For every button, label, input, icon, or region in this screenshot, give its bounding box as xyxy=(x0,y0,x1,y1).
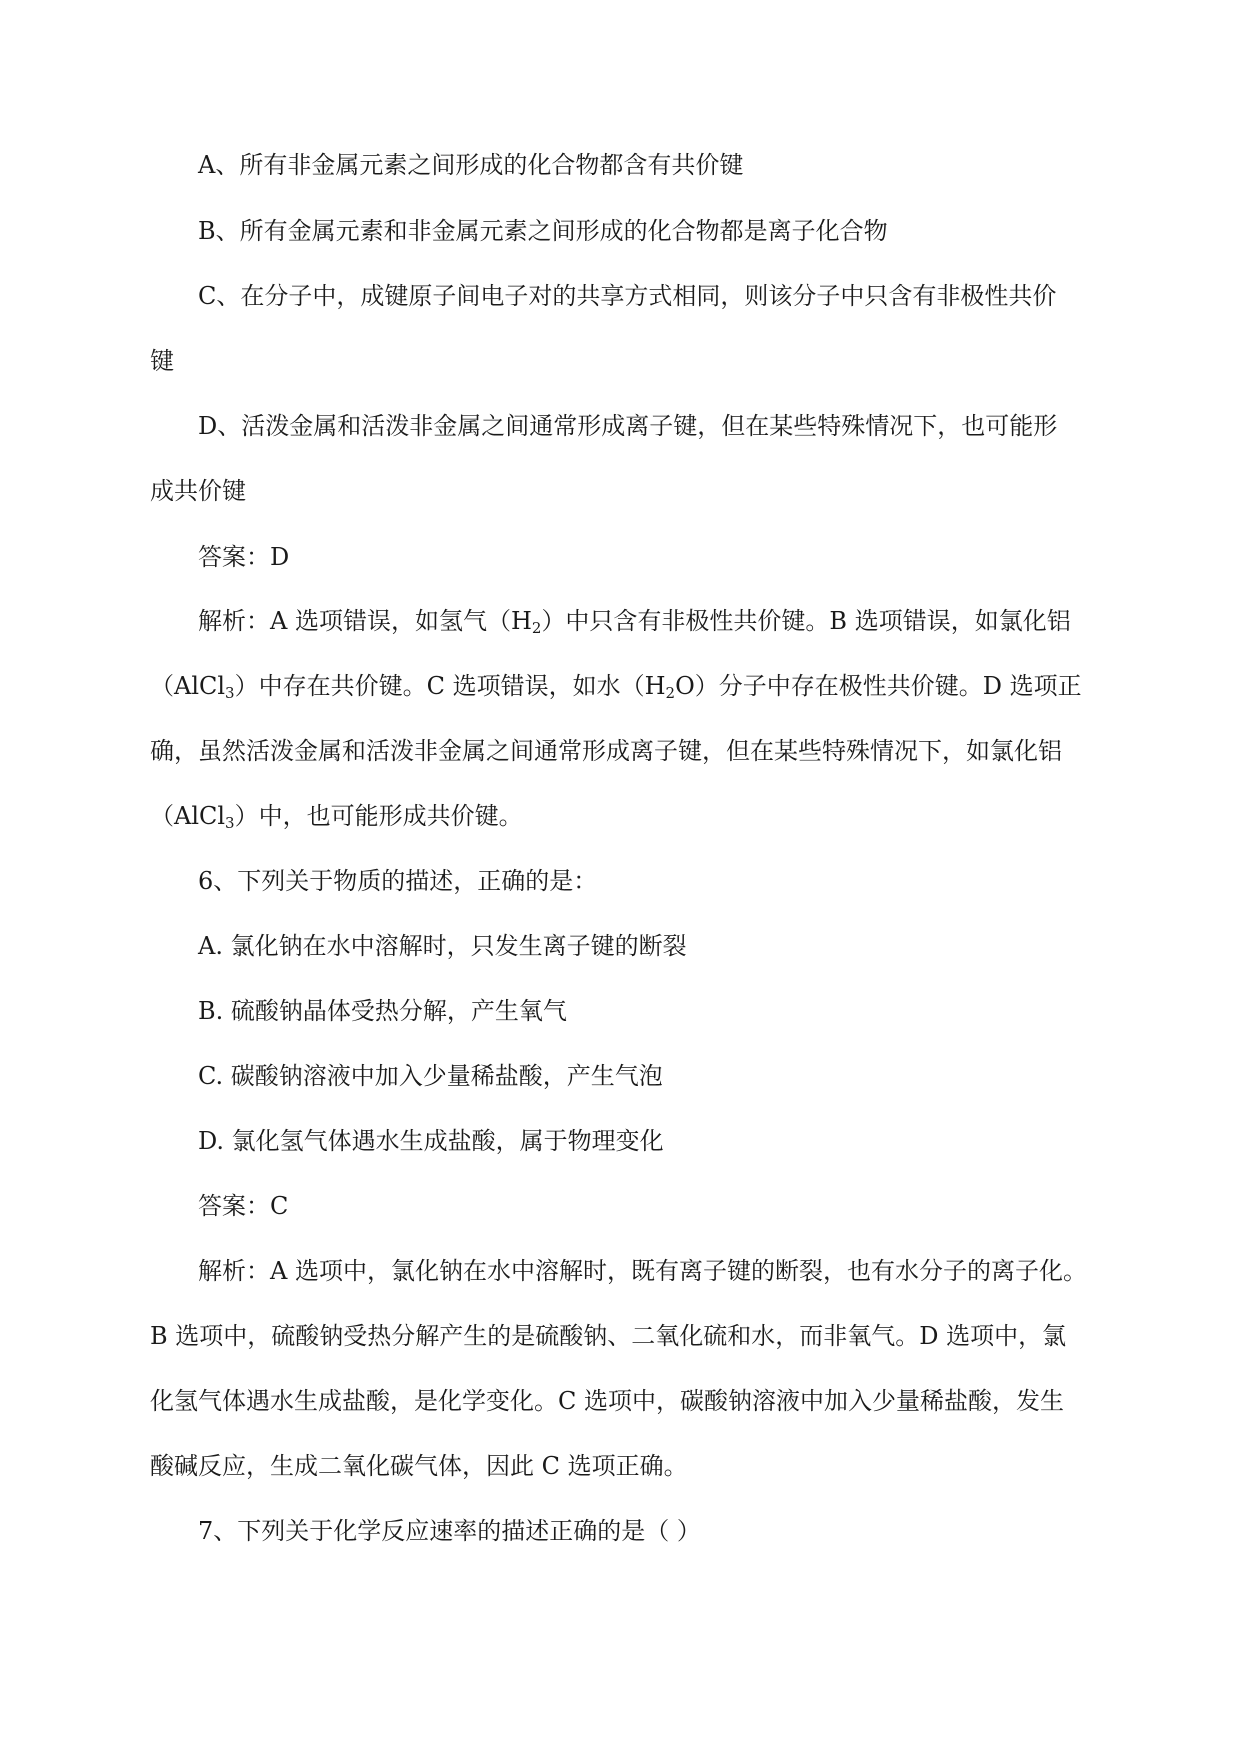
q5-option-b: B、所有金属元素和非金属元素之间形成的化合物都是离子化合物 xyxy=(198,217,888,245)
q6-option-c: C. 碳酸钠溶液中加入少量稀盐酸，产生气泡 xyxy=(198,1062,663,1090)
q5-option-d-line2: 成共价键 xyxy=(150,477,246,505)
q6-option-a: A. 氯化钠在水中溶解时，只发生离子键的断裂 xyxy=(198,932,687,960)
q5-analysis-text: ）中存在共价键。C 选项错误，如水（H xyxy=(234,672,666,700)
subscript: 2 xyxy=(665,684,676,702)
q5-analysis-line4 xyxy=(150,801,523,831)
q6-analysis-line1: 解析：A 选项中，氯化钠在水中溶解时，既有离子键的断裂，也有水分子的离子化。 xyxy=(198,1257,1087,1285)
q6-analysis-line3: 化氢气体遇水生成盐酸，是化学变化。C 选项中，碳酸钠溶液中加入少量稀盐酸，发生 xyxy=(150,1387,1064,1415)
q6-analysis-line4: 酸碱反应，生成二氧化碳气体，因此 C 选项正确。 xyxy=(150,1452,688,1480)
q6-option-d: D. 氯化氢气体遇水生成盐酸，属于物理变化 xyxy=(198,1127,664,1155)
q5-analysis-text: 解析：A 选项错误，如氢气（H xyxy=(198,607,532,635)
q5-analysis-text: O）分子中存在极性共价键。D 选项正 xyxy=(675,672,1082,700)
q6-question: 6、下列关于物质的描述，正确的是： xyxy=(198,867,598,895)
q5-option-a: A、所有非金属元素之间形成的化合物都含有共价键 xyxy=(198,151,744,179)
subscript: 2 xyxy=(531,619,542,637)
q5-analysis-line3: 确，虽然活泼金属和活泼非金属之间通常形成离子键，但在某些特殊情况下，如氯化铝 xyxy=(150,737,1062,765)
q5-analysis-text: （AlCl xyxy=(150,802,226,830)
subscript: 3 xyxy=(225,814,235,832)
q6-option-b: B. 硫酸钠晶体受热分解，产生氧气 xyxy=(198,997,567,1025)
q6-analysis-line2: B 选项中，硫酸钠受热分解产生的是硫酸钠、二氧化硫和水，而非氧气。D 选项中，氯 xyxy=(150,1322,1067,1350)
q5-option-c-line1: C、在分子中，成键原子间电子对的共享方式相同，则该分子中只含有非极性共价 xyxy=(198,282,1057,310)
q5-answer: 答案：D xyxy=(198,543,290,571)
q5-option-c-line2: 键 xyxy=(150,347,174,375)
q5-analysis-line2 xyxy=(150,671,1082,701)
q5-analysis-text: ）中只含有非极性共价键。B 选项错误，如氯化铝 xyxy=(541,607,1071,635)
subscript: 3 xyxy=(225,684,235,702)
q7-question: 7、下列关于化学反应速率的描述正确的是（ ） xyxy=(198,1517,701,1545)
q5-analysis-line1 xyxy=(198,606,1071,636)
q5-analysis-text: （AlCl xyxy=(150,672,226,700)
q6-answer: 答案：C xyxy=(198,1192,289,1220)
q5-analysis-text: ）中，也可能形成共价键。 xyxy=(234,802,523,830)
q5-option-d-line1: D、活泼金属和活泼非金属之间通常形成离子键，但在某些特殊情况下，也可能形 xyxy=(198,412,1058,440)
